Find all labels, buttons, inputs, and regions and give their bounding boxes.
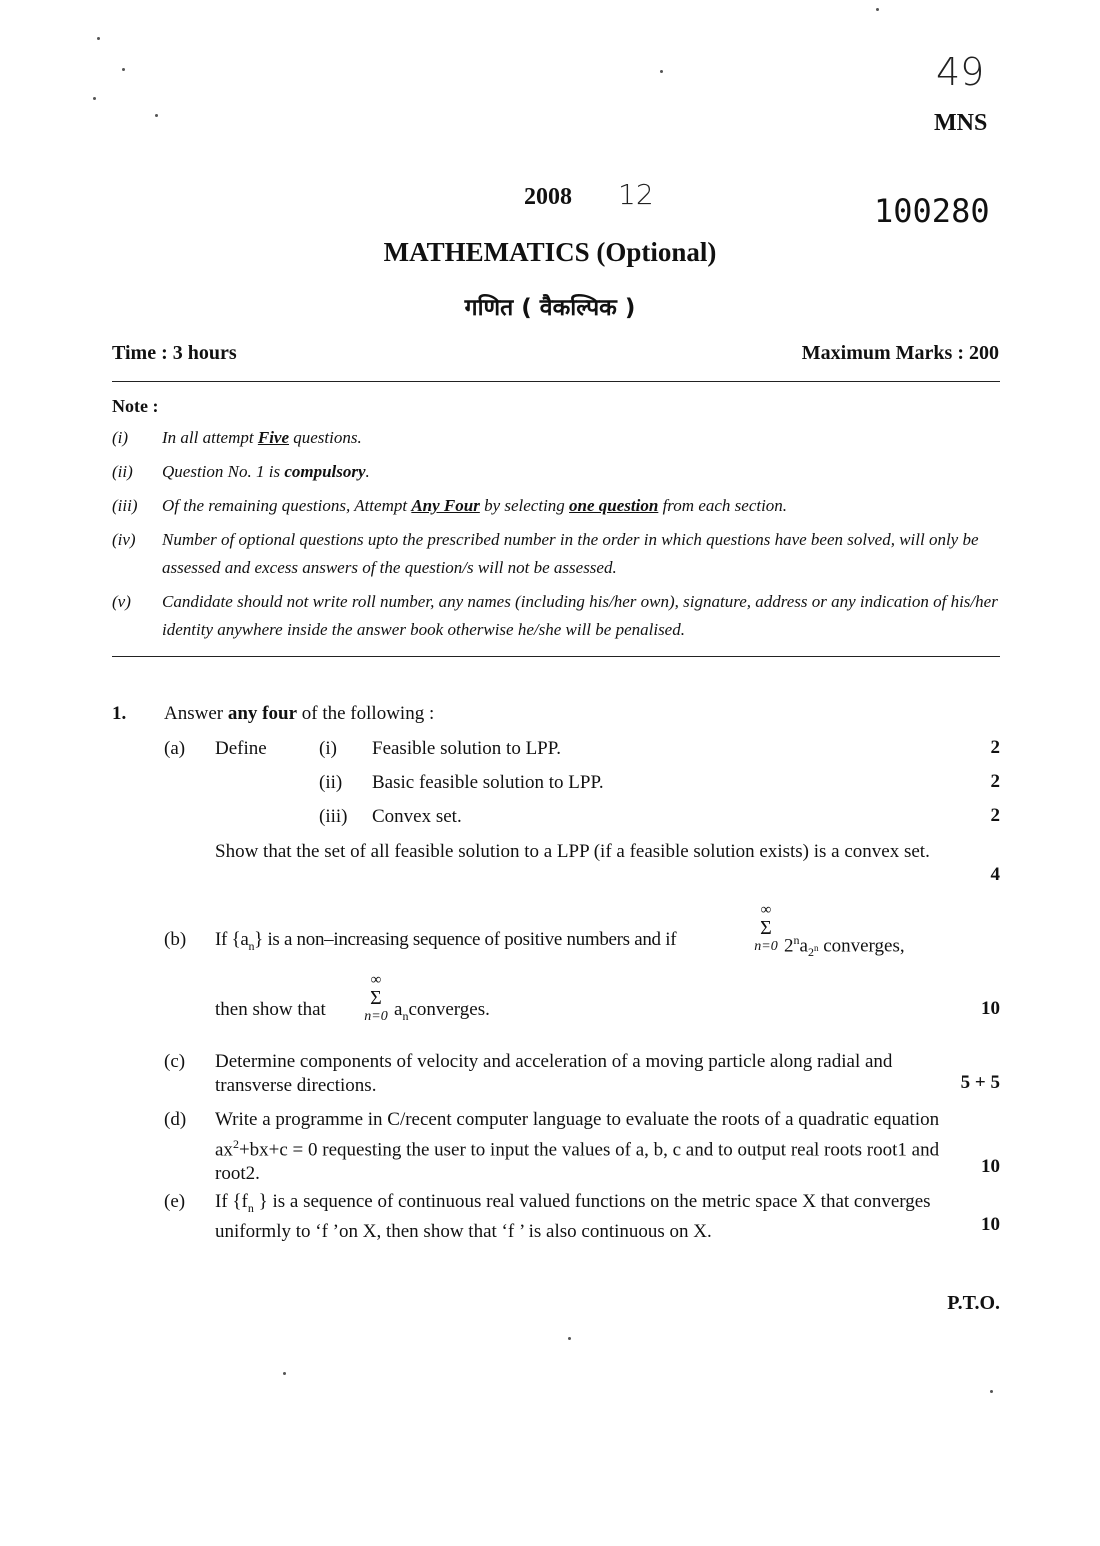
sub-item-number: (iii) (319, 806, 348, 827)
note-text: Number of optional questions upto the prescribed number in the order in which questions have been solved, will only be assessed and excess answers of the question/s will not be assessed. (162, 530, 979, 577)
note-number: (iii) (112, 496, 138, 515)
scan-speck (283, 1372, 286, 1375)
note-text: Of the remaining questions, Attempt Any Four by selecting one question from each section. (162, 496, 788, 515)
note-text: In all attempt Five questions. (162, 428, 362, 447)
scan-speck (990, 1390, 993, 1393)
please-turn-over: P.T.O. (947, 1292, 1000, 1314)
scan-speck (568, 1337, 571, 1340)
scan-speck (122, 68, 125, 71)
handwritten-page-number: 49 (936, 50, 985, 94)
sub-item-text: Basic feasible solution to LPP. (372, 772, 604, 793)
part-e-text: If {$f_n$ } is a sequence of continuous real valued functions on the metric space X that converges uniformly to ‘f ’on X, then show that ‘f ’ is also continuous on X. (215, 1191, 931, 1242)
part-label: (c) (164, 1051, 186, 1072)
part-a-statement: Show that the set of all feasible solution to a LPP (if a feasible solution exists) is a convex set. (215, 841, 930, 862)
part-b-line2-start: then show that (215, 999, 326, 1020)
part-label: (d) (164, 1109, 187, 1130)
note-number: (iv) (112, 530, 136, 549)
question-intro: Answer any four of the following : (164, 703, 435, 724)
marks: 2 (990, 771, 1000, 792)
marks: 10 (981, 998, 1000, 1019)
time-allowed: Time : 3 hours (112, 342, 237, 364)
marks: 5 + 5 (960, 1072, 1000, 1093)
summation-symbol: ∞ Σ n=0 (364, 972, 388, 1024)
part-b-line1: If $\{a_n\}$ is a non–increasing sequence of positive numbers and if (215, 929, 677, 953)
sub-item-text: Feasible solution to LPP. (372, 738, 561, 759)
note-heading: Note : (112, 396, 159, 416)
part-b-line2-end: $a_nconverges$. (394, 999, 490, 1023)
marks: 2 (990, 805, 1000, 826)
paper-title: MATHEMATICS (Optional) (383, 237, 717, 267)
paper-title-hindi: गणित ( वैकल्पिक ) (464, 295, 636, 321)
header-rule (112, 381, 1000, 382)
scan-speck (660, 70, 663, 73)
paper-code: MNS (934, 110, 988, 136)
sub-item-number: (i) (319, 738, 337, 759)
sub-item-number: (ii) (319, 772, 343, 793)
handwritten-note: 12 (618, 178, 654, 211)
scan-speck (155, 114, 158, 117)
marks: 10 (981, 1214, 1000, 1235)
note-number: (i) (112, 428, 129, 447)
paper-serial-number: 100280 (874, 192, 990, 230)
marks: 2 (990, 737, 1000, 758)
summation-symbol: ∞ Σ n=0 (754, 902, 778, 954)
maximum-marks: Maximum Marks : 200 (801, 342, 999, 364)
scan-speck (93, 97, 96, 100)
part-b-term: $2^na_{2^n}$ converges, (784, 933, 905, 960)
part-label: (e) (164, 1191, 186, 1212)
marks: 4 (990, 864, 1000, 885)
note-number: (v) (112, 592, 131, 611)
note-number: (ii) (112, 462, 133, 481)
scan-speck (876, 8, 879, 11)
marks: 10 (981, 1156, 1000, 1177)
scan-speck (97, 37, 100, 40)
define-label: Define (215, 738, 267, 759)
part-c-text: Determine components of velocity and acceleration of a moving particle along radial and transverse directions. (215, 1051, 893, 1096)
part-label: (b) (164, 929, 187, 950)
note-rule (112, 656, 1000, 657)
part-label: (a) (164, 738, 186, 759)
question-number: 1. (112, 703, 127, 724)
note-text: Candidate should not write roll number, any names (including his/her own), signature, address or any indication of his/her identity anywhere inside the answer book otherwise he/she will be penalised. (162, 592, 998, 639)
exam-year: 2008 (524, 184, 572, 210)
sub-item-text: Convex set. (372, 806, 462, 827)
part-d-text: Write a programme in C/recent computer language to evaluate the roots of a quadratic equation $ax^2+bx+c = 0$ requesting the user to input the values of a, b, c and to output real roots root1 and root2. (215, 1109, 940, 1185)
note-text: Question No. 1 is compulsory. (162, 462, 370, 481)
